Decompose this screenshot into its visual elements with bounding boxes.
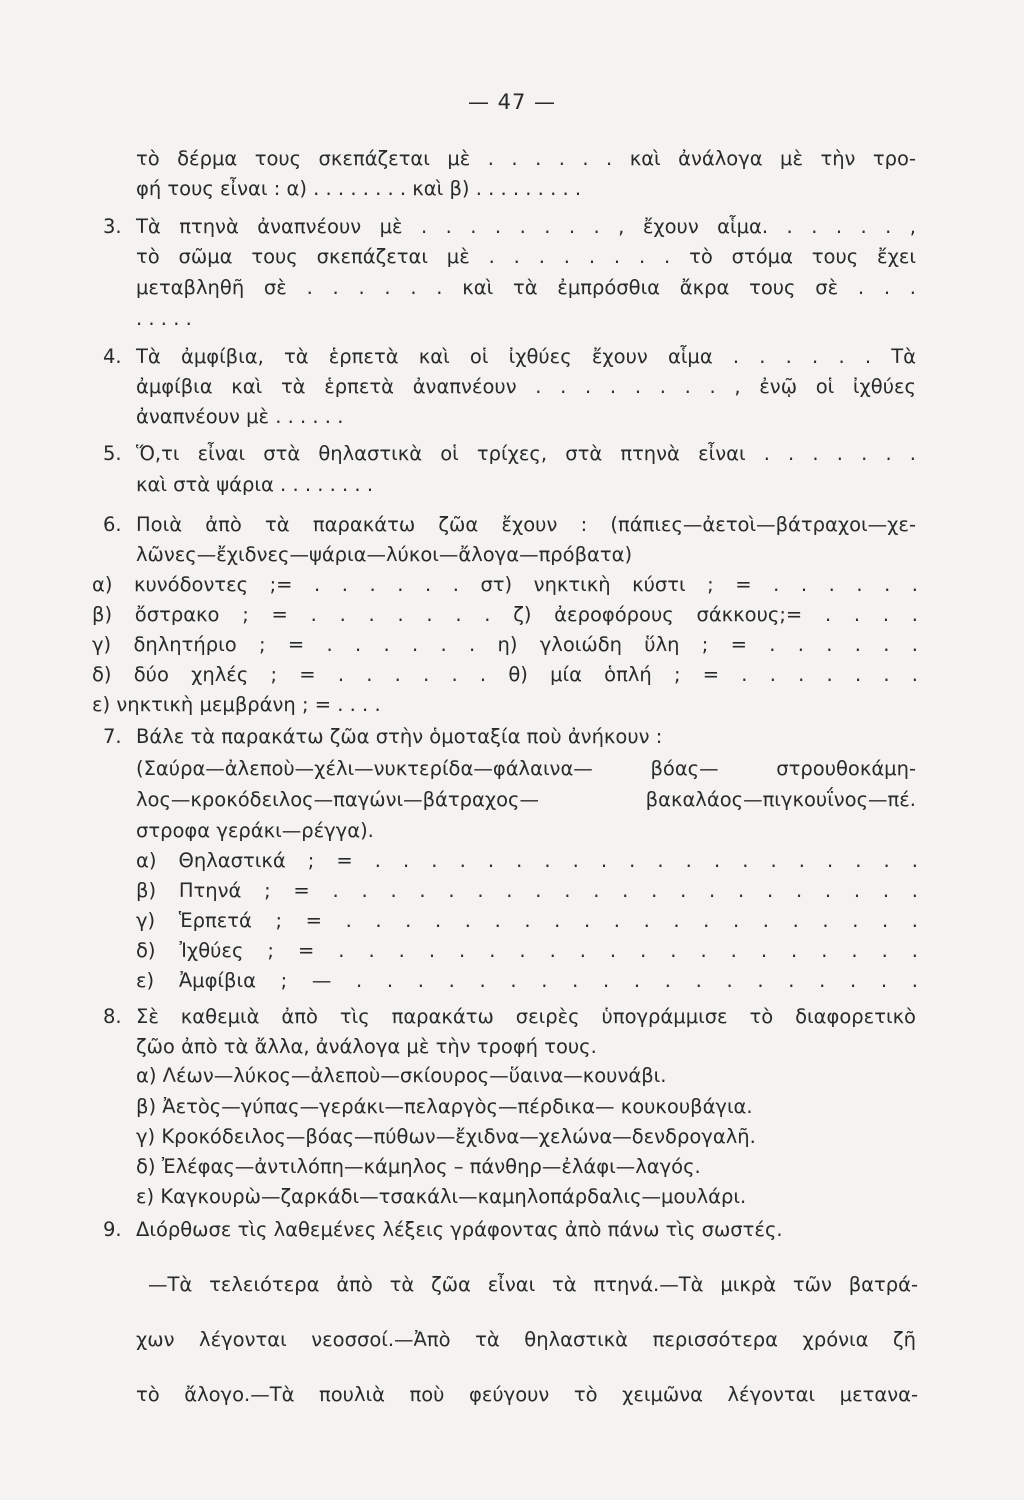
text-line: β) ὄστρακο ; = . . . . . . . ζ) ἀεροφόρους σάκκους;= . . . . [92,603,918,626]
text-line: Διόρθωσε τὶς λαθεμένες λέξεις γράφοντας ἀπὸ πάνω τὶς σωστές. [136,1218,783,1241]
text-line: Τὰ πτηνὰ ἀναπνέουν μὲ . . . . . . . . , ἔχουν αἷμα. . . . . . , [136,215,916,238]
text-line: χων λέγονται νεοσσοί.—Ἀπὸ τὰ θηλαστικὰ περισσότερα χρόνια ζῆ [136,1328,916,1351]
text-line: ε) νηκτικὴ μεμβράνη ; = . . . . [92,693,381,716]
text-line: ε) Ἀμφίβια ; — . . . . . . . . . . . . . . . . . . . [136,969,918,992]
text-line: γ) Ἑρπετά ; = . . . . . . . . . . . . . . . . . . . . [136,909,918,932]
text-line: λῶνες—ἔχιδνες—ψάρια—λύκοι—ἄλογα—πρόβατα) [136,543,633,566]
text-line: α) κυνόδοντες ;= . . . . . . στ) νηκτικὴ κύστι ; = . . . . . . [92,573,918,596]
item-number: 6. [103,513,122,536]
text-line: μεταβληθῆ σὲ . . . . . . καὶ τὰ ἐμπρόσθια ἄκρα τους σὲ . . . [136,276,916,299]
text-line: δ) Ἰχθύες ; = . . . . . . . . . . . . . . . . . . . . [136,939,918,962]
text-line: δ) δύο χηλές ; = . . . . . . θ) μία ὁπλή ; = . . . . . . . [92,663,918,686]
item-number: 9. [103,1218,122,1241]
item-number: 8. [103,1005,122,1028]
text-line: τὸ ἄλογο.—Τὰ πουλιὰ ποὺ φεύγουν τὸ χειμῶνα λέγονται μετανα- [136,1383,918,1406]
text-line: α) Θηλαστικά ; = . . . . . . . . . . . . . . . . . . . . [136,849,918,872]
text-line: α) Λέων—λύκος—ἀλεποὺ—σκίουρος—ὕαινα—κουνάβι. [136,1064,667,1087]
item-number: 7. [103,725,122,748]
text-line: Τὰ ἀμφίβια, τὰ ἑρπετὰ καὶ οἱ ἰχθύες ἔχουν αἷμα . . . . . . Τὰ [136,345,916,368]
text-line: γ) δηλητήριο ; = . . . . . . η) γλοιώδη ὕλη ; = . . . . . . [92,633,918,656]
text-line: φή τους εἶναι : α) . . . . . . . . καὶ β) . . . . . . . . . [136,177,582,200]
page-number: — 47 — [467,90,557,114]
text-line: (Σαύρα—ἀλεποὺ—χέλι—νυκτερίδα—φάλαινα— βόας— στρουθοκάμη- [136,757,916,780]
text-line: . . . . . [136,307,192,330]
text-line: ε) Καγκουρὼ—ζαρκάδι—τσακάλι—καμηλοπάρδαλις—μουλάρι. [136,1185,747,1208]
text-line: γ) Κροκόδειλος—βόας—πύθων—ἔχιδνα—χελώνα—δενδρογαλῆ. [136,1125,756,1148]
text-line: καὶ στὰ ψάρια . . . . . . . . [136,473,374,496]
text-line: ἀμφίβια καὶ τὰ ἑρπετὰ ἀναπνέουν . . . . . . . . , ἐνῷ οἱ ἰχθύες [136,375,916,398]
text-line: Ὅ,τι εἶναι στὰ θηλαστικὰ οἱ τρίχες, στὰ πτηνὰ εἶναι . . . . . . . [136,442,916,465]
text-line: τὸ σῶμα τους σκεπάζεται μὲ . . . . . . . . τὸ στόμα τους ἔχει [136,245,916,268]
item-number: 5. [103,442,122,465]
text-line: Βάλε τὰ παρακάτω ζῶα στὴν ὁμοταξία ποὺ ἀνήκουν : [136,725,663,748]
text-line: —Τὰ τελειότερα ἀπὸ τὰ ζῶα εἶναι τὰ πτηνά.—Τὰ μικρὰ τῶν βατρά- [148,1273,918,1296]
item-number: 3. [103,215,122,238]
text-line: Σὲ καθεμιὰ ἀπὸ τὶς παρακάτω σειρὲς ὑπογράμμισε τὸ διαφορετικὸ [136,1005,916,1028]
text-line: στροφα γεράκι—ρέγγα). [136,819,374,842]
text-line: λος—κροκόδειλος—παγώνι—βάτραχος— βακαλάος—πιγκουΐνος—πέ. [136,788,916,811]
text-line: ἀναπνέουν μὲ . . . . . . [136,405,344,428]
text-line: ζῶο ἀπὸ τὰ ἄλλα, ἀνάλογα μὲ τὴν τροφή τους. [136,1035,597,1058]
text-line: δ) Ἐλέφας—ἀντιλόπη—κάμηλος – πάνθηρ—ἐλάφι—λαγός. [136,1155,701,1178]
text-line: Ποιὰ ἀπὸ τὰ παρακάτω ζῶα ἔχουν : (πάπιες—ἀετοὶ—βάτραχοι—χε- [136,513,916,536]
text-line: β) Πτηνά ; = . . . . . . . . . . . . . . . . . . . . . [136,879,918,902]
item-number: 4. [103,345,122,368]
text-line: β) Ἀετὸς—γύπας—γεράκι—πελαργὸς—πέρδικα— κουκουβάγια. [136,1095,753,1118]
text-line: τὸ δέρμα τους σκεπάζεται μὲ . . . . . . καὶ ἀνάλογα μὲ τὴν τρο- [136,147,916,170]
